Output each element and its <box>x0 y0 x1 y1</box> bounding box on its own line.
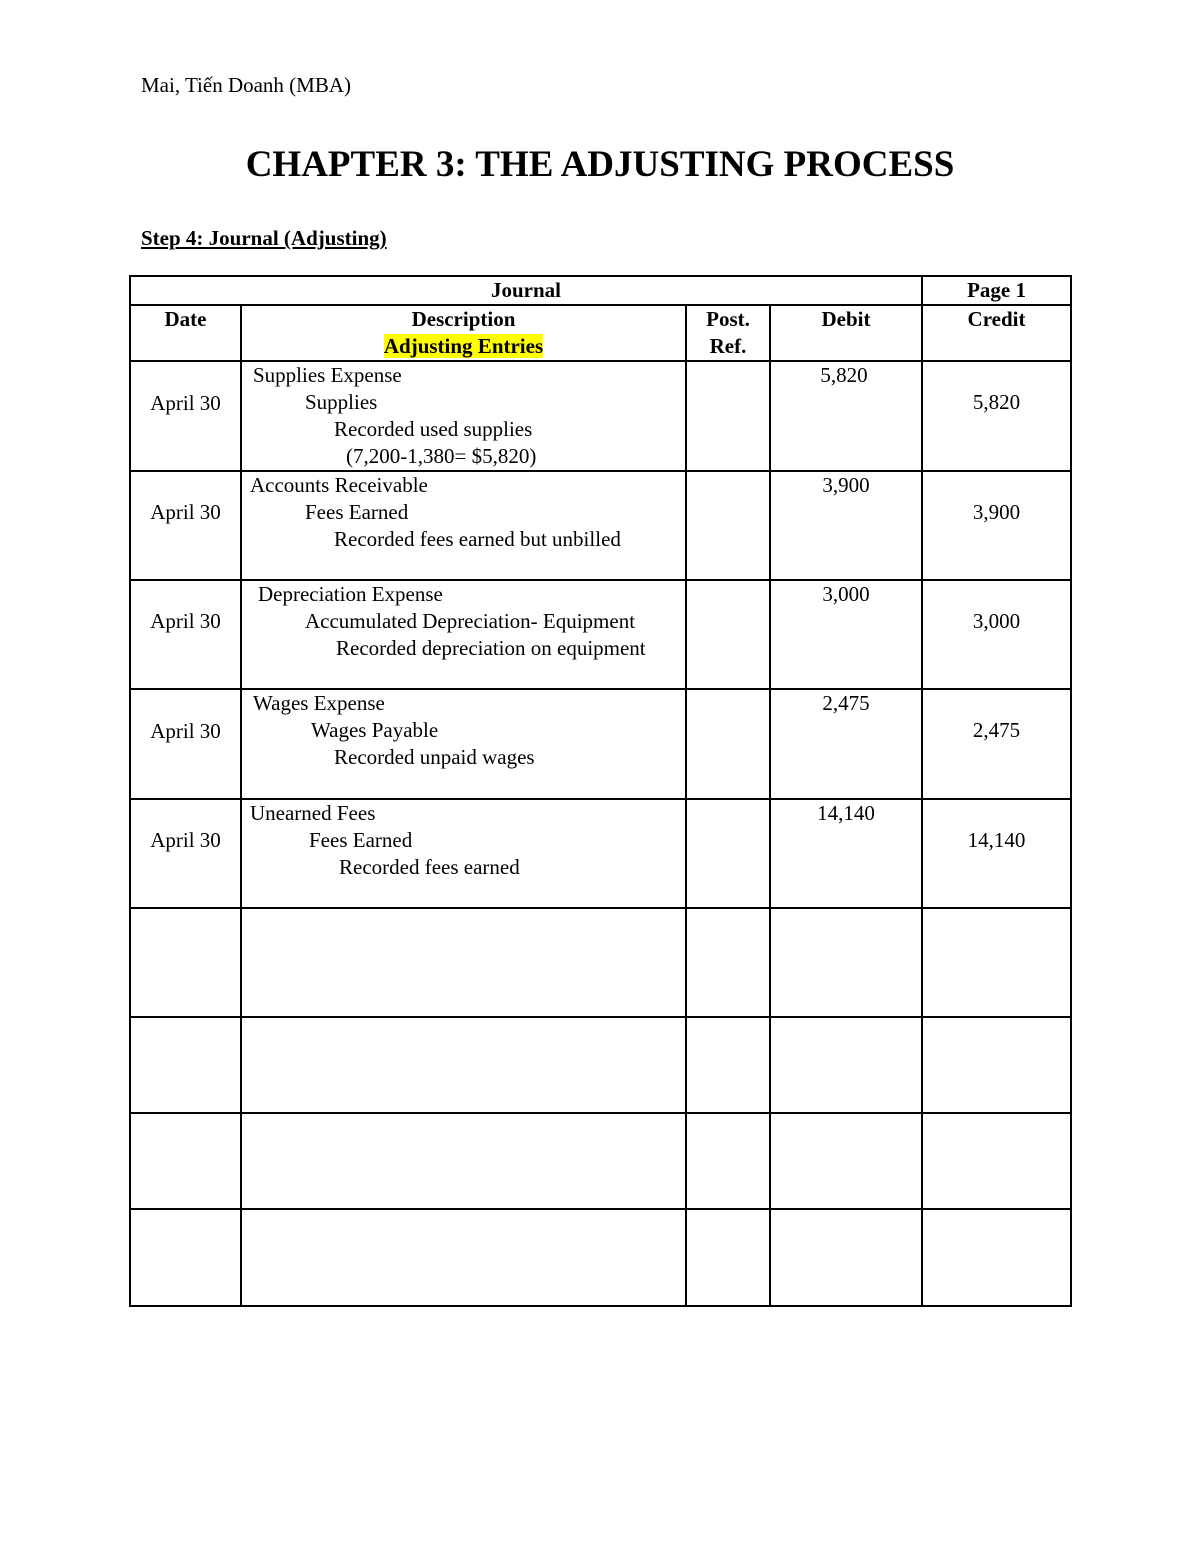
col-credit: Credit <box>922 305 1071 361</box>
debit-amount: 5,820 <box>770 361 922 471</box>
debit-account: Wages Expense <box>253 691 385 715</box>
entry-description <box>241 361 686 471</box>
col-description-label: Description <box>411 307 516 331</box>
debit-amount: 2,475 <box>770 689 922 799</box>
debit-account: Unearned Fees <box>250 801 376 825</box>
credit-account: Accumulated Depreciation- Equipment <box>305 609 636 633</box>
entry-description <box>241 471 686 580</box>
entry-memo: Recorded used supplies <box>334 417 533 441</box>
post-ref-cell <box>686 799 770 908</box>
credit-amount: 2,475 <box>922 689 1071 799</box>
credit-account: Fees Earned <box>305 500 409 524</box>
credit-account: Wages Payable <box>311 718 439 742</box>
debit-amount: 3,000 <box>770 580 922 689</box>
entry-memo: Recorded unpaid wages <box>334 745 535 769</box>
col-debit: Debit <box>770 305 922 361</box>
col-date: Date <box>130 305 241 361</box>
table-row <box>130 471 1071 580</box>
entry-date: April 30 <box>130 799 241 908</box>
table-row <box>130 689 1071 799</box>
credit-account: Fees Earned <box>309 828 413 852</box>
table-row <box>130 580 1071 689</box>
step-heading: Step 4: Journal (Adjusting) <box>141 226 387 250</box>
page-number: Page 1 <box>922 276 1071 305</box>
journal-title-row <box>130 276 1071 305</box>
entry-date: April 30 <box>130 580 241 689</box>
author-name: Mai, Tiến Doanh (MBA) <box>141 73 352 97</box>
col-post-ref-line2: Ref. <box>709 334 747 358</box>
journal-table <box>129 275 1072 1307</box>
credit-amount: 3,900 <box>922 471 1071 580</box>
table-row <box>130 799 1071 908</box>
post-ref-cell <box>686 361 770 471</box>
post-ref-cell <box>686 580 770 689</box>
entry-memo: Recorded fees earned <box>339 855 520 879</box>
debit-account: Supplies Expense <box>253 363 402 387</box>
entry-memo: Recorded fees earned but unbilled <box>334 527 621 551</box>
credit-amount: 14,140 <box>922 799 1071 908</box>
col-post-ref <box>686 305 770 361</box>
credit-amount: 5,820 <box>922 361 1071 471</box>
entry-description <box>241 689 686 799</box>
empty-row <box>130 1017 1071 1113</box>
empty-row <box>130 908 1071 1017</box>
entry-memo-calc: (7,200-1,380= $5,820) <box>346 444 537 468</box>
credit-amount: 3,000 <box>922 580 1071 689</box>
entry-description <box>241 580 686 689</box>
entry-description <box>241 799 686 908</box>
col-post-ref-line1: Post. <box>706 307 750 331</box>
journal-heading: Journal <box>130 276 922 305</box>
debit-amount: 3,900 <box>770 471 922 580</box>
empty-row <box>130 1209 1071 1306</box>
debit-account: Accounts Receivable <box>250 473 428 497</box>
adjusting-entries-label: Adjusting Entries <box>383 334 544 358</box>
column-header-row <box>130 305 1071 361</box>
entry-date: April 30 <box>130 361 241 471</box>
empty-row <box>130 1113 1071 1209</box>
table-row <box>130 361 1071 471</box>
post-ref-cell <box>686 471 770 580</box>
entry-date: April 30 <box>130 471 241 580</box>
col-description <box>241 305 686 361</box>
entry-memo: Recorded depreciation on equipment <box>336 636 646 660</box>
entry-date: April 30 <box>130 689 241 799</box>
chapter-title: CHAPTER 3: THE ADJUSTING PROCESS <box>245 144 955 185</box>
debit-account: Depreciation Expense <box>258 582 443 606</box>
debit-amount: 14,140 <box>770 799 922 908</box>
post-ref-cell <box>686 689 770 799</box>
credit-account: Supplies <box>305 390 378 414</box>
